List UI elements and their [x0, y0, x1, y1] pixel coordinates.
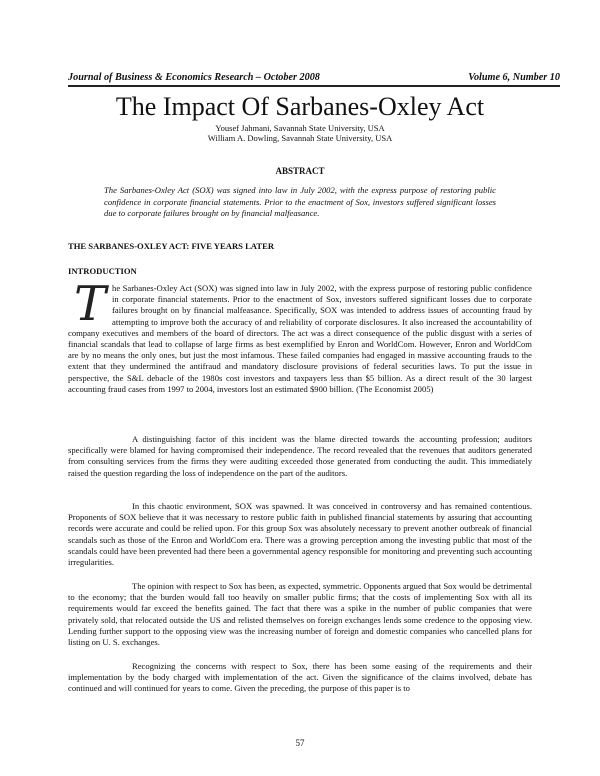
body-paragraph: A distinguishing factor of this incident was the blame directed towards the accounting profession; auditors specifically were blamed for having compromised their independence. The record revealed that the revenues that auditors generated from consulting services from the firms they were auditing exceeded those generated from conducting the audit. This immediately raised the question regarding the loss of independence on the part of the auditors. — [68, 434, 532, 478]
section-heading-introduction: INTRODUCTION — [68, 266, 137, 276]
volume-number: Volume 6, Number 10 — [468, 72, 560, 83]
drop-cap: T — [74, 276, 107, 332]
running-header — [68, 72, 560, 87]
paragraph-text: he Sarbanes-Oxley Act (SOX) was signed into law in July 2002, with the express purpose of restoring public confidence in corporate financial statements. Prior to the enactment of Sox, investors suffered significant losses due to corporate failures brought on by financial malfeasance. Specifically, SOX was intended to address issues of accounting fraud by attempting to improve both the accuracy of and reliability of corporate disclosures. It also increased the accountability of company executives and members of the board of directors. The act was a direct consequence of the public disgust with a series of financial scandals that lead to collapse of large firms as best exemplified by Enron and WorldCom. However, Enron and WorldCom are by no means the only ones, but just the most infamous. These failed companies had engaged in massive accounting frauds to the extent that they undermined the antifraud and mandatory disclosure provisions of federal securities laws. To put the issue in perspective, the S&L debacle of the 1980s cost investors and taxpayers less than $5 billion. As a direct result of the 30 largest accounting fraud cases from 1997 to 2004, investors lost an estimated $900 billion. (The Economist 2005) — [68, 283, 532, 394]
author-block — [0, 123, 600, 143]
abstract-heading: ABSTRACT — [275, 166, 325, 176]
page-number: 57 — [295, 738, 305, 748]
abstract-text: The Sarbanes-Oxley Act (SOX) was signed into law in July 2002, with the express purpose of restoring public confidence in corporate financial statements. Prior to the enactment of Sox, investors suffered significant losses due to corporate failures brought on by financial malfeasance. — [104, 185, 496, 219]
body-paragraph — [68, 276, 532, 395]
section-heading: THE SARBANES-OXLEY ACT: FIVE YEARS LATER — [68, 241, 275, 251]
body-paragraph: The opinion with respect to Sox has been, as expected, symmetric. Opponents argued that Sox would be detrimental to the economy; that the burden would fall too heavily on smaller public firms; that the costs of implementing Sox with all its requirements would far exceed the benefits gained. The fact that there was a spike in the number of public companies that were privately sold, that relocated outside the US and relisted themselves on foreign exchanges lends some credence to the opposing view. Lending further support to the opposing view was the increasing number of foreign and domestic companies who cancelled plans for listing on U. S. exchanges. — [68, 581, 532, 648]
author-line: Yousef Jahmani, Savannah State University, USA — [215, 123, 385, 133]
paper-title: The Impact Of Sarbanes-Oxley Act — [115, 92, 485, 121]
author-line: William A. Dowling, Savannah State University, USA — [207, 133, 393, 143]
body-paragraph: In this chaotic environment, SOX was spawned. It was conceived in controversy and has remained contentious. Proponents of SOX believe that it was necessary to restore public faith in published financial statements by assuring that accounting records were accurate and could be relied upon. For this group Sox was absolutely necessary to prevent another outbreak of financial scandals such as those of the Enron and WorldCom era. There was a growing perception among the investing public that most of the scandals could have been prevented had there been a governmental agency responsible for monitoring and preventing such accounting irregularities. — [68, 501, 532, 568]
journal-name: Journal of Business & Economics Research – October 2008 — [68, 72, 320, 83]
body-paragraph: Recognizing the concerns with respect to Sox, there has been some easing of the requirements and their implementation by the body charged with implementation of the act. Given the significance of the claims involved, debate has continued and will continued for years to come. Given the preceding, the purpose of this paper is to — [68, 661, 532, 694]
